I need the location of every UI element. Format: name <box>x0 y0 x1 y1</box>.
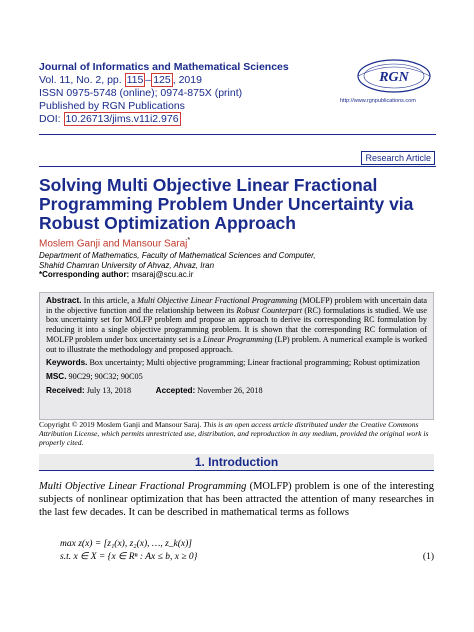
affiliation <box>39 251 316 270</box>
corresponding-email[interactable]: msaraj@scu.ac.ir <box>131 270 194 279</box>
abstract-part: (LP) problem. A numerical example is worked out to illustrate the methodology and proposed approach. <box>46 334 427 354</box>
accepted-label: Accepted: <box>155 385 196 395</box>
intro-paragraph <box>39 480 434 519</box>
accepted-date: November 26, 2018 <box>197 385 263 395</box>
msc-label: MSC. <box>46 371 67 381</box>
abstract-part: (MOLFP) problem with uncertain data in the objective function and the relationship between its <box>46 296 427 315</box>
publisher-url[interactable]: http://www.rgnpublications.com <box>340 98 416 104</box>
title-divider <box>39 166 436 167</box>
corresponding-author <box>39 270 193 279</box>
keywords <box>46 358 427 368</box>
doi-link[interactable]: 10.26713/jims.v11i2.976 <box>65 113 179 125</box>
volume-prefix: Vol. 11, No. 2, pp. <box>39 74 122 86</box>
abstract-part: Robust Counterpart <box>236 305 302 315</box>
issn-line: ISSN 0975-5748 (online); 0974-875X (print) <box>39 87 243 99</box>
authors <box>39 237 190 249</box>
volume-line <box>39 74 289 87</box>
dates <box>46 386 427 396</box>
year: , 2019 <box>172 74 202 86</box>
page-end-link[interactable]: 125 <box>153 74 171 86</box>
doi-line <box>39 113 289 126</box>
header-divider <box>39 134 436 135</box>
abstract-part: Linear Programming <box>202 334 273 344</box>
received-date: July 13, 2018 <box>86 385 132 395</box>
received-label: Received: <box>46 385 85 395</box>
affiliation-line-2: Shahid Chamran University of Ahvaz, Ahvaz, Iran <box>39 260 215 270</box>
equation-line-1: max z(x) = [z₁(x), z₂(x), …, z_k(x)] <box>60 539 192 549</box>
intro-italic: Multi Objective Linear Fractional Programming <box>39 481 247 492</box>
publisher-line: Published by RGN Publications <box>39 100 185 112</box>
corresponding-label: *Corresponding author: <box>39 270 130 279</box>
equation-number: (1) <box>422 552 434 562</box>
doi-label: DOI: <box>39 113 61 125</box>
copyright-text: Copyright © 2019 Moslem Ganji and Mansour Saraj. <box>39 420 202 429</box>
msc-text: 90C29; 90C32; 90C05 <box>68 371 143 381</box>
logo-text: RGN <box>379 70 409 85</box>
section-title: 1. Introduction <box>194 455 279 469</box>
abstract-part: Multi Objective Linear Fractional Programming <box>137 296 298 305</box>
affiliation-line-1: Department of Mathematics, Faculty of Mathematical Sciences and Computer, <box>39 251 316 260</box>
page-separator: – <box>145 74 152 86</box>
journal-name: Journal of Informatics and Mathematical Sciences <box>39 61 289 73</box>
paper-title: Solving Multi Objective Linear Fractional Programming Problem Under Uncertainty via Robust Optimization Approach <box>39 175 414 233</box>
keywords-text: Box uncertainty; Multi objective programming; Linear fractional programming; Robust optimization <box>89 358 420 368</box>
abstract-box <box>39 292 434 420</box>
author-names: Moslem Ganji and Mansour Saraj <box>39 238 188 250</box>
intro-body: (MOLFP) problem is one of the interesting subjects of nonlinear optimization that has been attracted the attention of many researches in the last few decades. It can be described in mathematical terms as follows <box>39 481 435 518</box>
article-type-badge: Research Article <box>361 151 435 165</box>
abstract-label: Abstract. <box>46 296 82 305</box>
section-heading-bar <box>39 454 434 470</box>
rgn-logo <box>355 56 433 96</box>
keywords-label: Keywords. <box>46 358 88 368</box>
abstract-part: (RC) formulations is studied. We use box uncertainty set for MOLFP problem and propose an approach to derive its corresponding RC formulation by reducing it into a single objective programming problem. It is shown that the corresponding RC formulation of MOLFP problem under box uncertainty set is a <box>46 305 427 344</box>
journal-info <box>39 61 289 126</box>
license-text: This is an open access article distributed under the Creative Commons Attribution License, which permits unrestricted use, distribution, and reproduction in any medium, provided the original work is properly cited. <box>39 420 429 448</box>
copyright-notice <box>39 420 434 448</box>
equation-1 <box>60 538 434 564</box>
corresponding-mark: * <box>187 237 191 244</box>
abstract-part: In this article, a <box>83 296 135 305</box>
page-start-link[interactable]: 115 <box>126 74 144 86</box>
msc <box>46 372 427 382</box>
abstract-text <box>46 296 427 354</box>
equation-line-2: s.t. x ∈ X = {x ∈ Rⁿ : Ax ≤ b, x ≥ 0} <box>60 552 198 562</box>
section-divider <box>39 470 434 471</box>
